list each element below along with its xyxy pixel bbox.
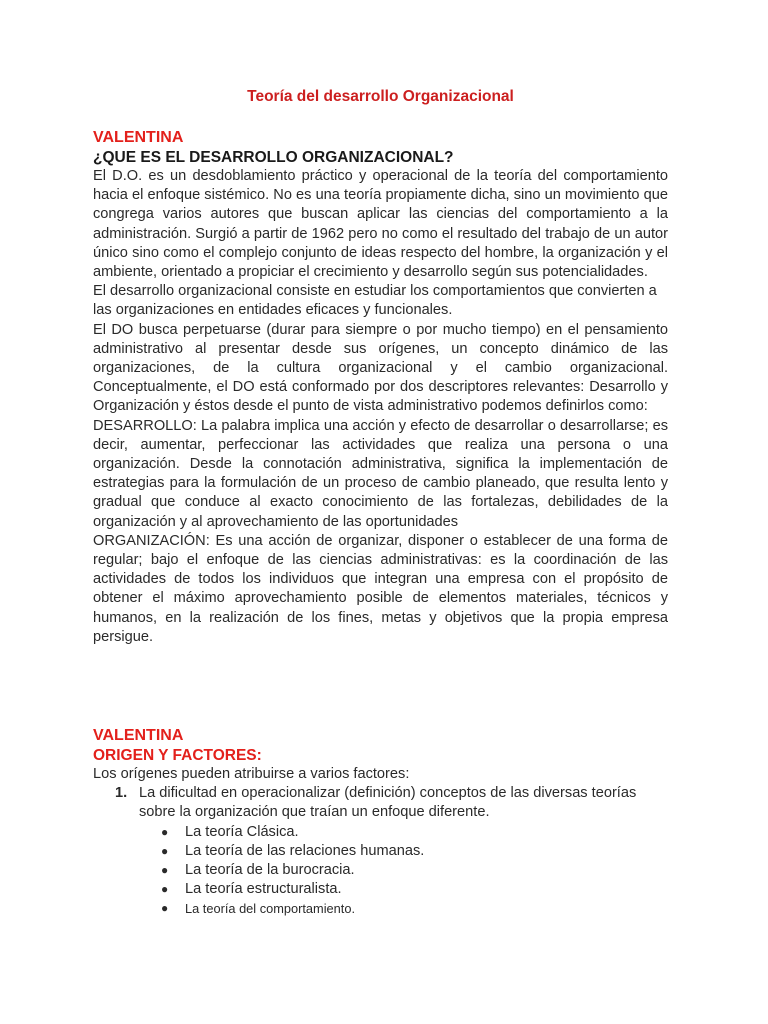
paragraph-desarrollo: DESARROLLO: La palabra implica una acción y efecto de desarrollar o desarrollarse; es decir, aumentar, perfeccionar las actividades que realiza una persona o una organización. Desde la connotación administrativa, significa la implementación de estrategias para la formulación de un proceso de cambio planeado, que resulta lento y gradual que conduce al exacto conocimiento de las fortalezas, debilidades de la organización y al aprovechamiento de las oportunidades: [93, 417, 668, 530]
document-title: Teoría del desarrollo Organizacional: [247, 88, 514, 105]
bullet-icon: ●: [161, 901, 169, 916]
list-item: [93, 880, 668, 899]
section-what-is-do: [93, 128, 668, 647]
list-item-text: La teoría estructuralista.: [185, 881, 342, 898]
list-item: [93, 899, 668, 918]
paragraph-perpetuate: El DO busca perpetuarse (durar para siempre o por mucho tiempo) en el pensamiento administrativo al presentar desde sus orígenes, un concepto dinámico de las organizaciones, de la cultura organizacional y el cambio organizacional. Conceptualmente, el DO está conformado por dos descriptores relevantes: Desarrollo y Organización y éstos desde el punto de vista administrativo podemos definirlos como:: [93, 321, 668, 415]
section-author: VALENTINA: [93, 727, 184, 744]
list-item: [93, 861, 668, 880]
list-item: [93, 842, 668, 861]
bullet-icon: ●: [161, 863, 169, 878]
paragraph-study: El desarrollo organizacional consiste en estudiar los comportamientos que convierten a las organizaciones en entidades eficaces y funcionales.: [93, 283, 657, 319]
list-item: [93, 823, 668, 842]
paragraph-definition: El D.O. es un desdoblamiento práctico y operacional de la teoría del comportamiento hacia el enfoque sistémico. No es una teoría propiamente dicha, sino un movimiento que congrega varios autores que buscan aplicar las ciencias del comportamiento a la administración. Surgió a partir de 1962 pero no como el resultado del trabajo de un autor único sino como el complejo conjunto de ideas respecto del hombre, la organización y el ambiente, orientado a propiciar el crecimiento y desarrollo según sus potencialidades.: [93, 168, 668, 281]
paragraph-intro: Los orígenes pueden atribuirse a varios factores:: [93, 766, 410, 782]
list-item-text: La teoría de la burocracia.: [185, 862, 355, 879]
section-heading: ORIGEN Y FACTORES:: [93, 747, 262, 764]
list-item-text: La teoría del comportamiento.: [185, 901, 356, 917]
bullet-list: [93, 823, 668, 919]
section-author: VALENTINA: [93, 129, 184, 146]
section-heading: ¿QUE ES EL DESARROLLO ORGANIZACIONAL?: [93, 149, 454, 166]
bullet-icon: ●: [161, 843, 169, 858]
bullet-icon: ●: [161, 824, 169, 839]
list-item-text: La teoría de las relaciones humanas.: [185, 842, 425, 859]
bullet-icon: ●: [161, 882, 169, 897]
list-item: [93, 784, 668, 822]
list-item-number: 1.: [115, 785, 128, 802]
ordered-list: [93, 784, 668, 822]
list-item-text: La teoría Clásica.: [185, 823, 299, 840]
list-item-text: La dificultad en operacionalizar (definición) conceptos de las diversas teorías sobre la organización que traían un enfoque diferente.: [139, 785, 637, 821]
paragraph-organizacion: ORGANIZACIÓN: Es una acción de organizar, disponer o establecer de una forma de regular; bajo el enfoque de las ciencias administrativas: es la coordinación de las actividades de todos los individuos que integran una empresa con el propósito de obtener el máximo aprovechamiento posible de elementos materiales, técnicos y humanos, en la realización de los fines, metas y objetivos que la propia empresa persigue.: [93, 532, 668, 645]
section-origin-factors: [93, 726, 668, 919]
